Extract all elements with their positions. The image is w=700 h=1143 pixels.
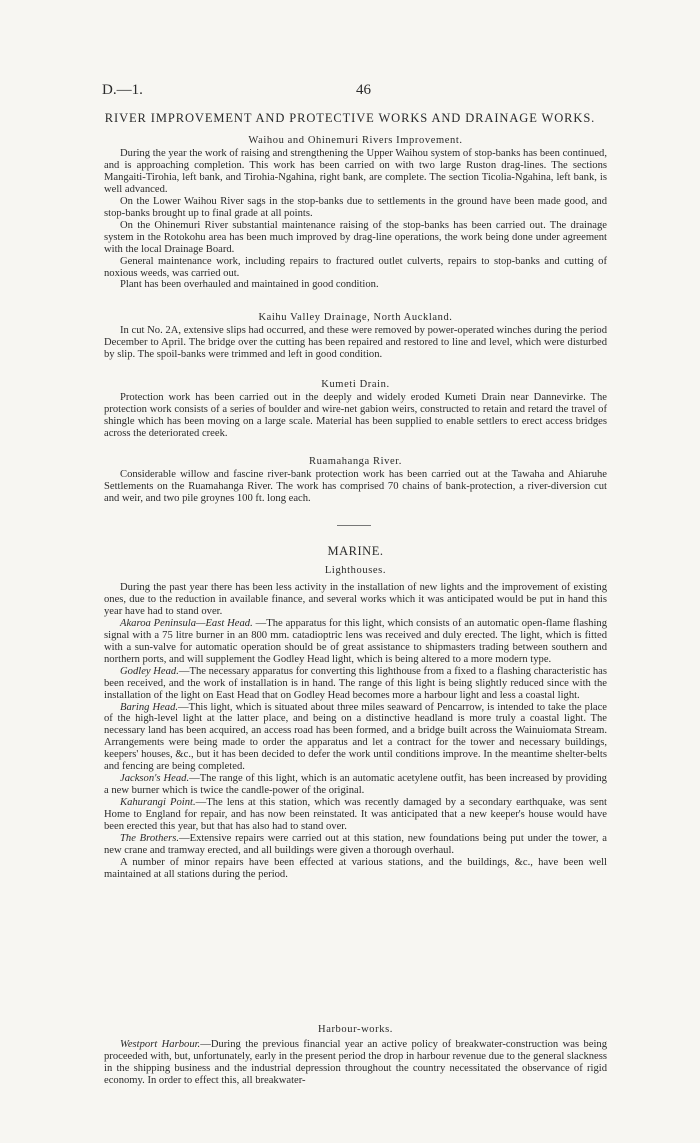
kumeti-section <box>104 378 607 440</box>
harbour-heading: Harbour-works. <box>318 1024 393 1035</box>
marine-title: MARINE. <box>327 544 384 558</box>
paragraph: A number of minor repairs have been effected at various stations, and the buildings, &c., have been well maintained at all stations during the period. <box>104 856 607 880</box>
section-divider <box>337 525 371 526</box>
kaihu-heading: Kaihu Valley Drainage, North Auckland. <box>258 312 453 323</box>
paragraph: On the Lower Waihou River sags in the stop-banks due to settlements in the ground have been made good, and stop-banks brought up to final grade at all points. <box>104 195 607 219</box>
paragraph: Considerable willow and fascine river-bank protection work has been carried out at the Tawaha and Ahiaruhe Settlements on the Ruamahanga River. The work has comprised 70 chains of bank-protection, a river-diversion cut and weir, and two pile groynes 100 ft. long each. <box>104 469 607 504</box>
kumeti-heading: Kumeti Drain. <box>321 379 390 390</box>
waihou-heading: Waihou and Ohinemuri Rivers Improvement. <box>248 135 463 146</box>
paragraph: Jackson's Head.—The range of this light, which is an automatic acetylene outfit, has been increased by providing a new burner which is twice the candle-power of the original. <box>104 773 607 797</box>
paragraph: Akaroa Peninsula—East Head. —The apparatus for this light, which consists of an automatic open-flame flashing signal with a 75 litre burner in an 800 mm. catadioptric lens was received and duly erected. The light, which is fitted with a sun-valve for automatic operation should be of great assistance to shipmasters trading between southern and northern ports, and will supplement the Godley Head light, which is being altered to a more modern type. <box>104 617 607 665</box>
ruamahanga-section <box>104 455 607 505</box>
marine-section <box>104 544 607 881</box>
paragraph: In cut No. 2A, extensive slips had occurred, and these were removed by power-operated winches during the period December to April. The bridge over the cutting has been repaired and restored to line and level, which were disturbed by slip. The spoil-banks were trimmed and left in good condition. <box>104 325 607 360</box>
kaihu-section <box>104 311 607 361</box>
ruamahanga-heading: Ruamahanga River. <box>308 456 402 467</box>
paragraph: On the Ohinemuri River substantial maintenance raising of the stop-banks has been carried out. The drainage system in the Rotokohu area has been much improved by drag-line operations, the work being done under agreement with the local Drainage Board. <box>104 219 607 255</box>
paragraph: Baring Head.—This light, which is situated about three miles seaward of Pencarrow, is intended to take the place of the high-level light at the latter place, and being on a distinctive headland is more truly a coastal light. The necessary land has been acquired, an access road has been formed, and a bridge built across the Wainuiomata Stream. Arrangements were being made to order the apparatus and let a contract for the tower and necessary buildings, keepers' houses, &c., but it has been decided to defer the work until conditions improve. In the meantime shelter-belts and fencing are being completed. <box>104 701 607 773</box>
jackson-label: Jackson's Head. <box>120 773 190 785</box>
brothers-label: The Brothers. <box>120 833 179 845</box>
baring-label: Baring Head. <box>120 701 179 713</box>
paragraph: Plant has been overhauled and maintained in good condition. <box>120 279 379 291</box>
page-number: 46 <box>356 82 371 98</box>
harbour-section <box>104 1023 607 1087</box>
paragraph: Godley Head.—The necessary apparatus for converting this lighthouse from a fixed to a flashing characteristic has been received, and the work of installation is in hand. The range of this light is being slightly reduced since with the installation of the light on East Head that on Godley Head becomes more a harbour light and less a coastal light. <box>104 665 607 701</box>
paragraph: Protection work has been carried out in the deeply and widely eroded Kumeti Drain near Dannevirke. The protection work consists of a series of boulder and wire-net gabion weirs, constructed to retain and retard the travel of shingle which has been moving on a large scale. Material has been supplied to enable settlers to erect access bridges across the deteriorated creek. <box>104 392 607 439</box>
page-title: RIVER IMPROVEMENT AND PROTECTIVE WORKS AND DRAINAGE WORKS. <box>104 111 596 125</box>
document-reference: D.—1. <box>102 82 143 98</box>
waihou-section <box>104 134 607 291</box>
westport-label: Westport Harbour. <box>120 1039 201 1050</box>
paragraph: Kahurangi Point.—The lens at this station, which was recently damaged by a secondary earthquake, was sent Home to England for repair, and has now been reinstated. It was anticipated that a new keeper's house would have been erected this year, but that has also had to stand over. <box>104 797 607 833</box>
kahurangi-label: Kahurangi Point. <box>120 797 196 809</box>
paragraph: Westport Harbour.—During the previous financial year an active policy of breakwater-construction was being proceeded with, but, unfortunately, early in the present period the drop in harbour revenue due to the general slackness in the shipping business and the industrial depression throughout the country necessitated the observance of rigid economy. In order to effect this, all breakwater- <box>104 1039 607 1086</box>
godley-label: Godley Head. <box>120 665 179 677</box>
paragraph: During the year the work of raising and strengthening the Upper Waihou system of stop-banks has been continued, and is approaching completion. This work has been carried on with two large Ruston drag-lines. The sections Mangaiti-Tirohia, left bank, and Tirohia-Ngahina, right bank, are complete. The section Ticolia-Ngahina, left bank, is well advanced. <box>104 148 607 195</box>
paragraph: During the past year there has been less activity in the installation of new lights and the improvement of existing ones, due to the reduction in available finance, and several works which it was anticipated would be put in hand this year have had to stand over. <box>104 582 607 617</box>
paragraph: The Brothers.—Extensive repairs were carried out at this station, new foundations being put under the tower, a new crane and tramway erected, and all buildings were given a thorough overhaul. <box>104 833 607 856</box>
akaroa-label: Akaroa Peninsula—East Head. <box>120 617 253 629</box>
paragraph: General maintenance work, including repairs to fractured outlet culverts, repairs to stop-banks and cutting of noxious weeds, was carried out. <box>104 255 607 279</box>
lighthouses-heading: Lighthouses. <box>324 565 387 576</box>
